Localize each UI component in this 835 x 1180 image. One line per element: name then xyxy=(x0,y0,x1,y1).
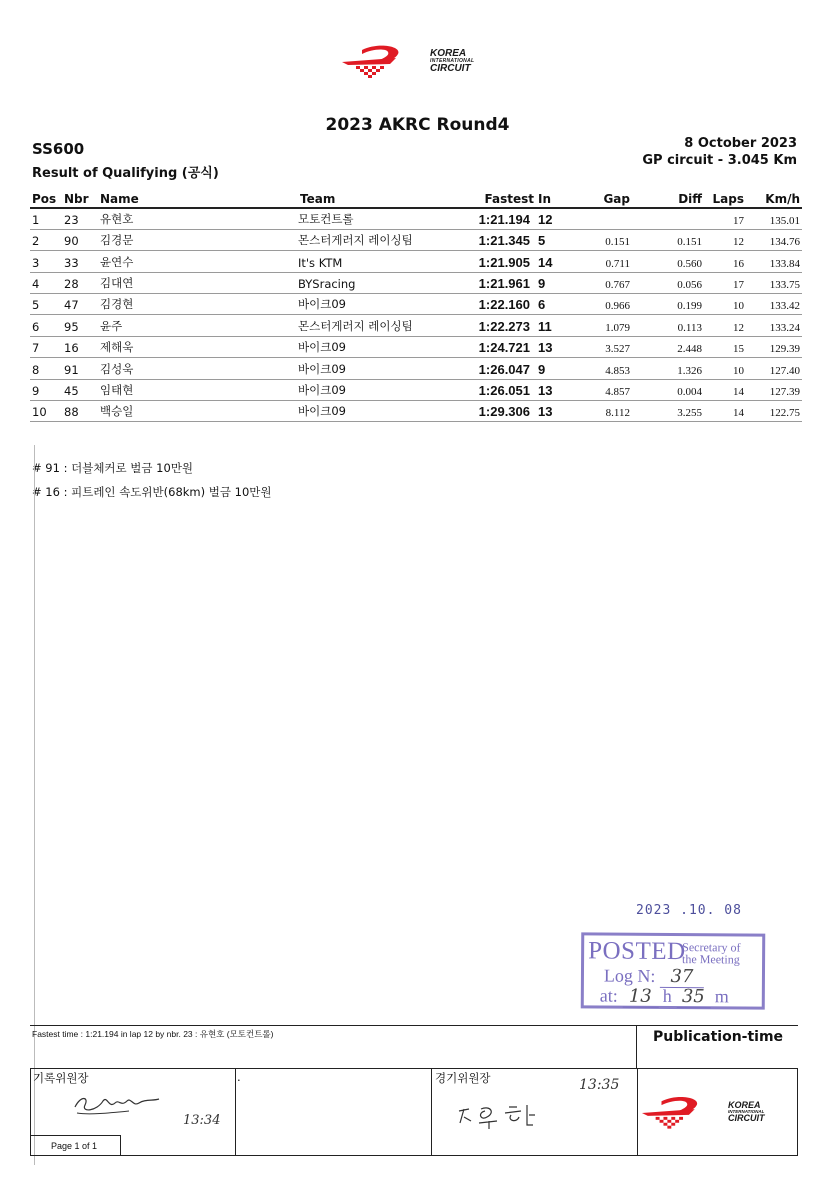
cell-gap: 0.966 xyxy=(576,294,632,315)
cell-fastest: 1:21.345 xyxy=(458,229,536,250)
cell-nbr: 45 xyxy=(62,379,98,400)
column-divider xyxy=(235,1069,236,1155)
kic-wordmark xyxy=(430,49,474,74)
cell-gap: 0.767 xyxy=(576,272,632,293)
stamp-minute-suffix: m xyxy=(714,986,729,1007)
cell-fastest: 1:22.273 xyxy=(458,315,536,336)
table-row xyxy=(30,379,802,400)
cell-pos: 7 xyxy=(30,336,62,357)
stamp-hour-suffix: h xyxy=(662,985,672,1006)
cell-gap: 3.527 xyxy=(576,336,632,357)
stamp-secretary-line1: Secretary of xyxy=(682,940,741,955)
results-table xyxy=(30,192,802,422)
cell-diff: 0.056 xyxy=(632,272,704,293)
event-title: 2023 AKRC Round4 xyxy=(325,115,510,135)
cell-pos: 2 xyxy=(30,229,62,250)
cell-kmh: 129.39 xyxy=(746,336,802,357)
stamp-minute-value: 35 xyxy=(676,986,710,1008)
cell-in: 13 xyxy=(536,401,576,422)
col-header-gap: Gap xyxy=(576,192,632,208)
cell-in: 13 xyxy=(536,379,576,400)
cell-kmh: 134.76 xyxy=(746,229,802,250)
race-director-label: 경기위원장 xyxy=(435,1071,491,1085)
cell-name: 김성욱 xyxy=(98,358,298,379)
session-title: Result of Qualifying (공식) xyxy=(32,166,219,181)
race-director-time: 13:35 xyxy=(579,1077,620,1093)
cell-team: 바이크09 xyxy=(298,294,458,315)
cell-kmh: 127.39 xyxy=(746,379,802,400)
logo-line-circuit: CIRCUIT xyxy=(430,62,471,74)
cell-kmh: 135.01 xyxy=(746,208,802,229)
stamp-date: 2023 .10. 08 xyxy=(636,903,742,918)
cell-kmh: 133.24 xyxy=(746,315,802,336)
cell-fastest: 1:26.047 xyxy=(458,358,536,379)
cell-pos: 5 xyxy=(30,294,62,315)
cell-gap: 1.079 xyxy=(576,315,632,336)
cell-diff: 0.113 xyxy=(632,315,704,336)
cell-fastest: 1:24.721 xyxy=(458,336,536,357)
cell-nbr: 16 xyxy=(62,336,98,357)
cell-gap: 8.112 xyxy=(576,401,632,422)
records-chief-signature xyxy=(69,1087,169,1121)
cell-laps: 14 xyxy=(704,401,746,422)
cell-kmh: 127.40 xyxy=(746,358,802,379)
cell-kmh: 122.75 xyxy=(746,401,802,422)
class-title: SS600 xyxy=(32,140,85,158)
stamp-at-label: at: xyxy=(599,985,618,1006)
stamp-at xyxy=(600,985,729,1008)
cell-fastest: 1:21.905 xyxy=(458,251,536,272)
cell-in: 6 xyxy=(536,294,576,315)
cell-team: 바이크09 xyxy=(298,336,458,357)
cell-nbr: 91 xyxy=(62,358,98,379)
table-row xyxy=(30,358,802,379)
cell-pos: 6 xyxy=(30,315,62,336)
cell-in: 11 xyxy=(536,315,576,336)
cell-laps: 10 xyxy=(704,358,746,379)
stamp-secretary xyxy=(682,941,740,965)
stamp-log-value: 37 xyxy=(660,966,704,988)
cell-team: 바이크09 xyxy=(298,401,458,422)
cell-diff: 1.326 xyxy=(632,358,704,379)
table-row xyxy=(30,401,802,422)
cell-fastest: 1:21.194 xyxy=(458,208,536,229)
cell-name: 임태현 xyxy=(98,379,298,400)
cell-nbr: 88 xyxy=(62,401,98,422)
table-header-row xyxy=(30,192,802,208)
kic-logo-top xyxy=(340,44,474,78)
cell-in: 13 xyxy=(536,336,576,357)
cell-laps: 17 xyxy=(704,272,746,293)
cell-team: 몬스터게러지 레이싱팀 xyxy=(298,315,458,336)
logo-line-international: INTERNATIONAL xyxy=(728,1108,765,1114)
logo-line-circuit: CIRCUIT xyxy=(728,1113,765,1124)
cell-team: 바이크09 xyxy=(298,379,458,400)
cell-fastest: 1:29.306 xyxy=(458,401,536,422)
cell-pos: 8 xyxy=(30,358,62,379)
cell-diff: 0.151 xyxy=(632,229,704,250)
stamp-posted: POSTED xyxy=(588,937,686,966)
cell-pos: 10 xyxy=(30,401,62,422)
publication-box xyxy=(636,1025,798,1069)
col-header-in: In xyxy=(536,192,576,208)
stamp-hour-value: 13 xyxy=(622,986,658,1008)
cell-in: 9 xyxy=(536,272,576,293)
page-number: Page 1 of 1 xyxy=(31,1135,121,1156)
col-header-laps: Laps xyxy=(704,192,746,208)
kic-emblem-icon xyxy=(640,1095,728,1129)
cell-team: 바이크09 xyxy=(298,358,458,379)
logo-line-korea: KOREA xyxy=(728,1099,761,1110)
cell-kmh: 133.75 xyxy=(746,272,802,293)
posted-stamp xyxy=(581,932,766,1009)
cell-gap xyxy=(576,208,632,229)
cell-name: 윤주 xyxy=(98,315,298,336)
middle-cell-label: . xyxy=(237,1070,241,1084)
publication-time-label: Publication-time xyxy=(653,1029,784,1045)
cell-team: 모토컨트롤 xyxy=(298,208,458,229)
cell-name: 윤연수 xyxy=(98,251,298,272)
column-divider xyxy=(431,1069,432,1155)
fastest-time-note: Fastest time : 1:21.194 in lap 12 by nbr. 23 : 유현호 (모토컨트롤) xyxy=(32,1029,274,1039)
records-chief-label: 기록위원장 xyxy=(33,1071,89,1085)
cell-pos: 3 xyxy=(30,251,62,272)
table-row xyxy=(30,229,802,250)
cell-diff: 0.004 xyxy=(632,379,704,400)
penalty-notes xyxy=(32,456,272,504)
cell-diff xyxy=(632,208,704,229)
cell-team: 몬스터게러지 레이싱팀 xyxy=(298,229,458,250)
cell-nbr: 33 xyxy=(62,251,98,272)
cell-fastest: 1:22.160 xyxy=(458,294,536,315)
cell-in: 12 xyxy=(536,208,576,229)
col-header-fastest: Fastest xyxy=(458,192,536,208)
col-header-name: Name xyxy=(98,192,298,208)
cell-team: BYSracing xyxy=(298,272,458,293)
col-header-kmh: Km/h xyxy=(746,192,802,208)
margin-line xyxy=(34,445,35,1165)
cell-team: It's KTM xyxy=(298,251,458,272)
cell-fastest: 1:21.961 xyxy=(458,272,536,293)
cell-nbr: 23 xyxy=(62,208,98,229)
cell-gap: 4.857 xyxy=(576,379,632,400)
cell-nbr: 28 xyxy=(62,272,98,293)
cell-in: 5 xyxy=(536,229,576,250)
cell-gap: 0.151 xyxy=(576,229,632,250)
cell-name: 김대연 xyxy=(98,272,298,293)
cell-in: 9 xyxy=(536,358,576,379)
stamp-secretary-line2: the Meeting xyxy=(682,952,740,967)
stamp-log-label: Log N: xyxy=(603,965,656,986)
circuit-info: GP circuit - 3.045 Km xyxy=(642,153,797,168)
kic-logo-bottom xyxy=(640,1095,765,1129)
cell-laps: 17 xyxy=(704,208,746,229)
penalty-note: # 91 : 더블체커로 벌금 10만원 xyxy=(32,461,194,475)
cell-diff: 3.255 xyxy=(632,401,704,422)
cell-diff: 2.448 xyxy=(632,336,704,357)
cell-pos: 1 xyxy=(30,208,62,229)
race-director-signature xyxy=(455,1099,545,1133)
kic-wordmark xyxy=(728,1101,765,1124)
column-divider xyxy=(637,1069,638,1155)
cell-diff: 0.560 xyxy=(632,251,704,272)
cell-gap: 0.711 xyxy=(576,251,632,272)
cell-name: 김경현 xyxy=(98,294,298,315)
cell-diff: 0.199 xyxy=(632,294,704,315)
cell-kmh: 133.84 xyxy=(746,251,802,272)
cell-laps: 14 xyxy=(704,379,746,400)
cell-in: 14 xyxy=(536,251,576,272)
cell-pos: 4 xyxy=(30,272,62,293)
col-header-diff: Diff xyxy=(632,192,704,208)
table-row xyxy=(30,208,802,229)
cell-nbr: 47 xyxy=(62,294,98,315)
cell-pos: 9 xyxy=(30,379,62,400)
logo-line-international: INTERNATIONAL xyxy=(430,57,475,64)
cell-nbr: 90 xyxy=(62,229,98,250)
penalty-note: # 16 : 피트레인 속도위반(68km) 벌금 10만원 xyxy=(32,485,272,499)
cell-laps: 16 xyxy=(704,251,746,272)
cell-laps: 12 xyxy=(704,315,746,336)
table-row xyxy=(30,251,802,272)
cell-gap: 4.853 xyxy=(576,358,632,379)
cell-name: 제해욱 xyxy=(98,336,298,357)
col-header-nbr: Nbr xyxy=(62,192,98,208)
cell-laps: 10 xyxy=(704,294,746,315)
cell-name: 백승일 xyxy=(98,401,298,422)
col-header-team: Team xyxy=(298,192,458,208)
records-chief-time: 13:34 xyxy=(183,1113,221,1128)
cell-name: 김경문 xyxy=(98,229,298,250)
table-row xyxy=(30,272,802,293)
cell-nbr: 95 xyxy=(62,315,98,336)
table-row xyxy=(30,336,802,357)
cell-laps: 12 xyxy=(704,229,746,250)
logo-line-korea: KOREA xyxy=(430,47,467,59)
results-body xyxy=(30,208,802,422)
table-row xyxy=(30,294,802,315)
cell-fastest: 1:26.051 xyxy=(458,379,536,400)
table-row xyxy=(30,315,802,336)
event-date: 8 October 2023 xyxy=(684,136,797,151)
cell-name: 유현호 xyxy=(98,208,298,229)
cell-kmh: 133.42 xyxy=(746,294,802,315)
cell-laps: 15 xyxy=(704,336,746,357)
kic-emblem-icon xyxy=(340,44,430,78)
col-header-pos: Pos xyxy=(30,192,62,208)
